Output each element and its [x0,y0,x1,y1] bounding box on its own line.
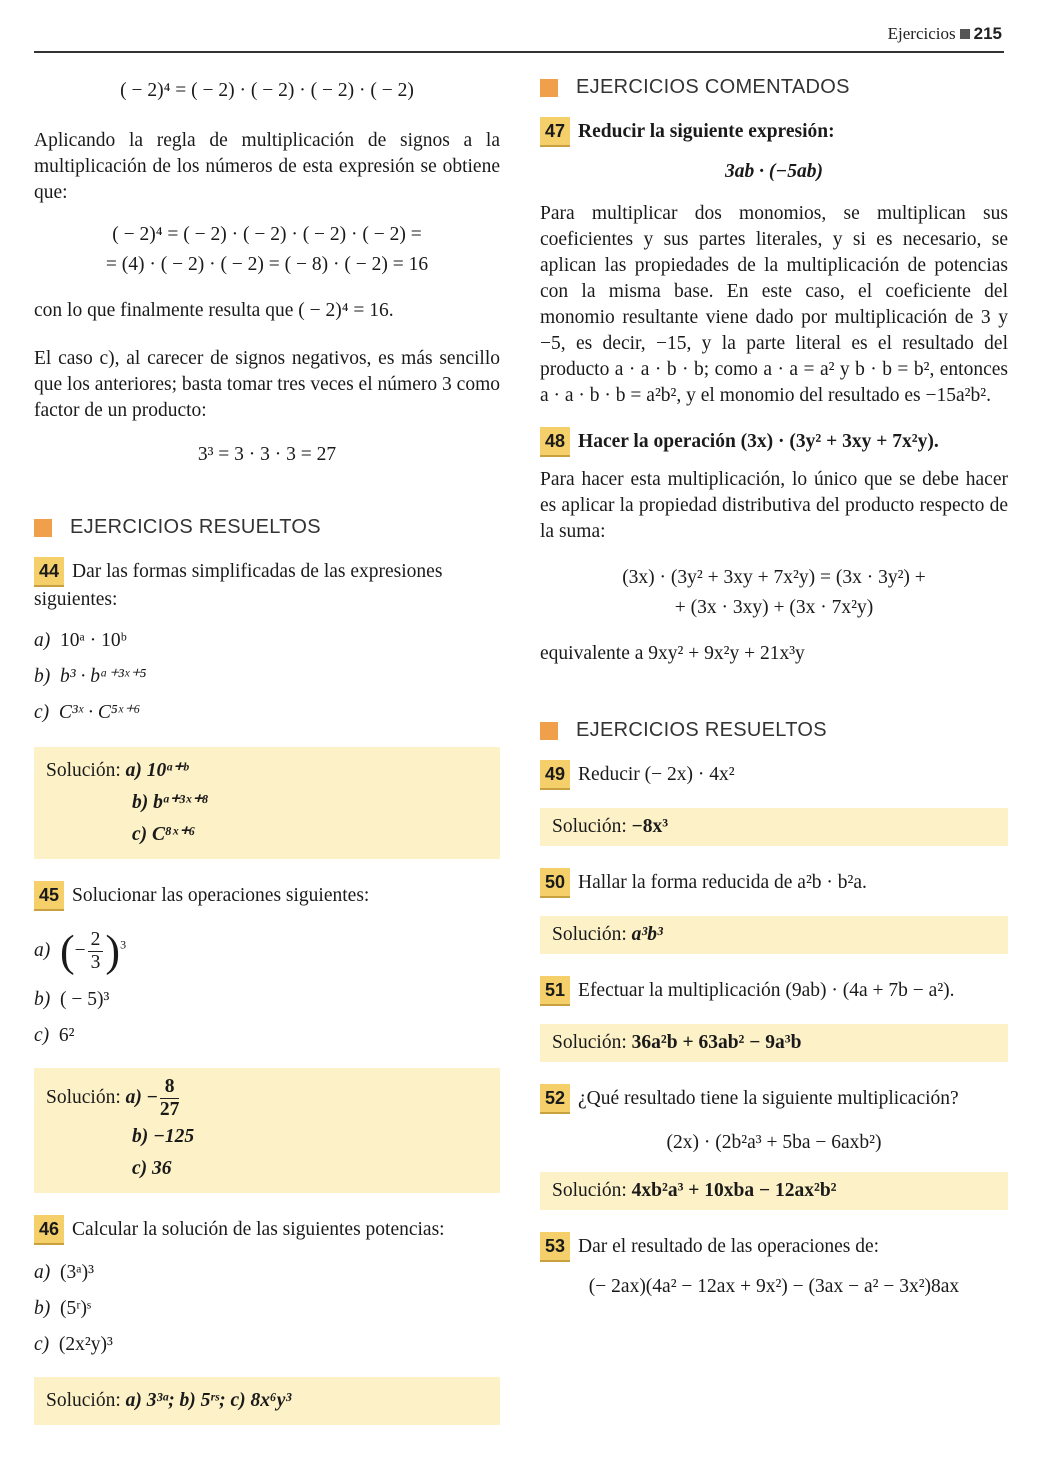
header-square-icon [960,29,970,39]
exercise-text: Calcular la solución de las siguientes potencias: [72,1218,445,1240]
orange-square-icon [540,79,558,97]
equation-2a: ( − 2)⁴ = ( − 2) · ( − 2) · ( − 2) · ( − 2) = [112,224,422,245]
item-b: b) b³ · bᵃ⁺³ˣ⁺⁵ [34,666,147,687]
exercise-46 [34,1215,500,1245]
exercise-51 [540,976,1008,1006]
exercise-50 [540,868,1008,898]
exercise-53 [540,1232,1008,1262]
exercise-number: 50 [540,868,570,898]
item-b: b) (5ʳ)ˢ [34,1297,92,1319]
item-c: c) 6² [34,1024,75,1046]
exercise-number: 53 [540,1232,570,1262]
paragraph-2: con lo que finalmente resulta que ( − 2)⁴ = 16. [34,300,394,321]
exercise-number: 46 [34,1215,64,1245]
item-b: b) ( − 5)³ [34,988,110,1010]
running-header [888,24,1002,44]
right-column [540,70,1008,1316]
equation-47: 3ab · (−5ab) [725,161,823,182]
equation-2b: = (4) · ( − 2) · ( − 2) = ( − 8) · ( − 2) = 16 [105,254,429,275]
exercise-text: Dar el resultado de las operaciones de: [578,1236,880,1257]
exercise-number: 47 [540,117,570,147]
equation-53: (− 2ax)(4a² − 12ax + 9x²) − (3ax − a² − 3x²)8ax [588,1276,960,1297]
exercise-44 [34,557,500,613]
solution-50: Solución: a³b³ [540,916,1008,954]
section-heading-comentados [540,76,1008,99]
exercise-text: Efectuar la multiplicación (9ab) · (4a + 7b − a²). [578,980,955,1001]
item-a: a) (3ᵃ)³ [34,1261,94,1283]
section-heading-resueltos [34,516,500,539]
exercise-number: 48 [540,427,570,457]
exercise-45 [34,881,500,911]
equation-1: ( − 2)⁴ = ( − 2) · ( − 2) · ( − 2) · ( − 2) [120,80,414,101]
exercise-text: Hallar la forma reducida de a²b · b²a. [578,872,867,893]
item-c: c) (2x²y)³ [34,1333,113,1355]
orange-square-icon [34,519,52,537]
section-heading-resueltos-2 [540,719,1008,742]
exercise-number: 52 [540,1084,570,1114]
exercise-number: 49 [540,760,570,790]
exercise-52 [540,1084,1008,1114]
exercise-45-items [34,921,500,1054]
equation-3: 3³ = 3 · 3 · 3 = 27 [197,444,337,465]
solution-44: Solución: a) 10ᵃ⁺ᵇ b) bᵃ⁺³ˣ⁺⁸ c) C⁸ˣ⁺⁶ [34,747,500,859]
section-title: EJERCICIOS COMENTADOS [576,76,850,98]
exercise-number: 51 [540,976,570,1006]
equation-52: (2x) · (2b²a³ + 5ba − 6axb²) [666,1132,882,1153]
exercise-text: Reducir (− 2x) · 4x² [578,764,735,785]
section-title: EJERCICIOS RESUELTOS [70,516,321,538]
equation-48b: + (3x · 3xy) + (3x · 7x²y) [674,597,874,618]
exercise-text: Solucionar las operaciones siguientes: [72,885,370,906]
solution-51: Solución: 36a²b + 63ab² − 9a³b [540,1024,1008,1062]
orange-square-icon [540,722,558,740]
exercise-title: Reducir la siguiente expresión: [578,121,835,142]
solution-52: Solución: 4xb²a³ + 10xba − 12ax²b² [540,1172,1008,1210]
solution-49: Solución: −8x³ [540,808,1008,846]
exercise-number: 45 [34,881,64,911]
paragraph-48: Para hacer esta multiplicación, lo único que se debe hacer es aplicar la propiedad distributiva del producto respecto de la suma: [540,469,1008,542]
paragraph-1: Aplicando la regla de multiplicación de signos a la multiplicación de los números de esta expresión se obtiene que: [34,130,500,203]
header-section: Ejercicios [887,24,956,43]
section-title: EJERCICIOS RESUELTOS [576,719,827,741]
solution-45: Solución: a) − $\frac{8}{27}$ b) −125 c) 36 [34,1068,500,1193]
exercise-title: Hacer la operación (3x) · (3y² + 3xy + 7x²y). [578,431,939,452]
exercise-44-items [34,623,500,731]
header-rule [34,51,1004,53]
exercise-46-items [34,1255,500,1363]
paragraph-3: El caso c), al carecer de signos negativos, es más sencillo que los anteriores; basta tomar tres veces el número 3 como factor de un producto: [34,348,500,421]
item-c: c) C³ˣ · C⁵ˣ⁺⁶ [34,702,141,723]
exercise-47 [540,117,1008,147]
equation-48a: (3x) · (3y² + 3xy + 7x²y) = (3x · 3y²) + [622,567,926,588]
exercise-49 [540,760,1008,790]
exercise-48 [540,427,1008,457]
item-a: a) (− $\frac{2}{3}$ )$^3$ [34,926,127,976]
exercise-text: ¿Qué resultado tiene la siguiente multiplicación? [578,1088,959,1109]
result-48: equivalente a 9xy² + 9x²y + 21x³y [540,643,805,664]
exercise-number: 44 [34,557,64,587]
item-a: a) 10ᵃ · 10ᵇ [34,630,127,651]
left-column [34,70,500,1447]
paragraph-47: Para multiplicar dos monomios, se multiplican sus coeficientes y sus partes literales, y si es necesario, se aplican las propiedades de la multiplicación de potencias con la misma base. En este caso, el coeficiente del monomio resultante viene dado por multiplicación de 3 y −5, es decir, −15, y la parte literal es el resultado del producto a · a · b · b; como a · a = a² y b · b = b², entonces a · a · b · b = a²b², y el monomio del resultado es −15a²b². [540,203,1008,406]
exercise-text: Dar las formas simplificadas de las expresiones siguientes: [34,561,443,610]
solution-46: Solución: a) 3³ᵃ; b) 5ʳˢ; c) 8x⁶y³ [34,1377,500,1425]
page-number: 215 [973,24,1002,43]
